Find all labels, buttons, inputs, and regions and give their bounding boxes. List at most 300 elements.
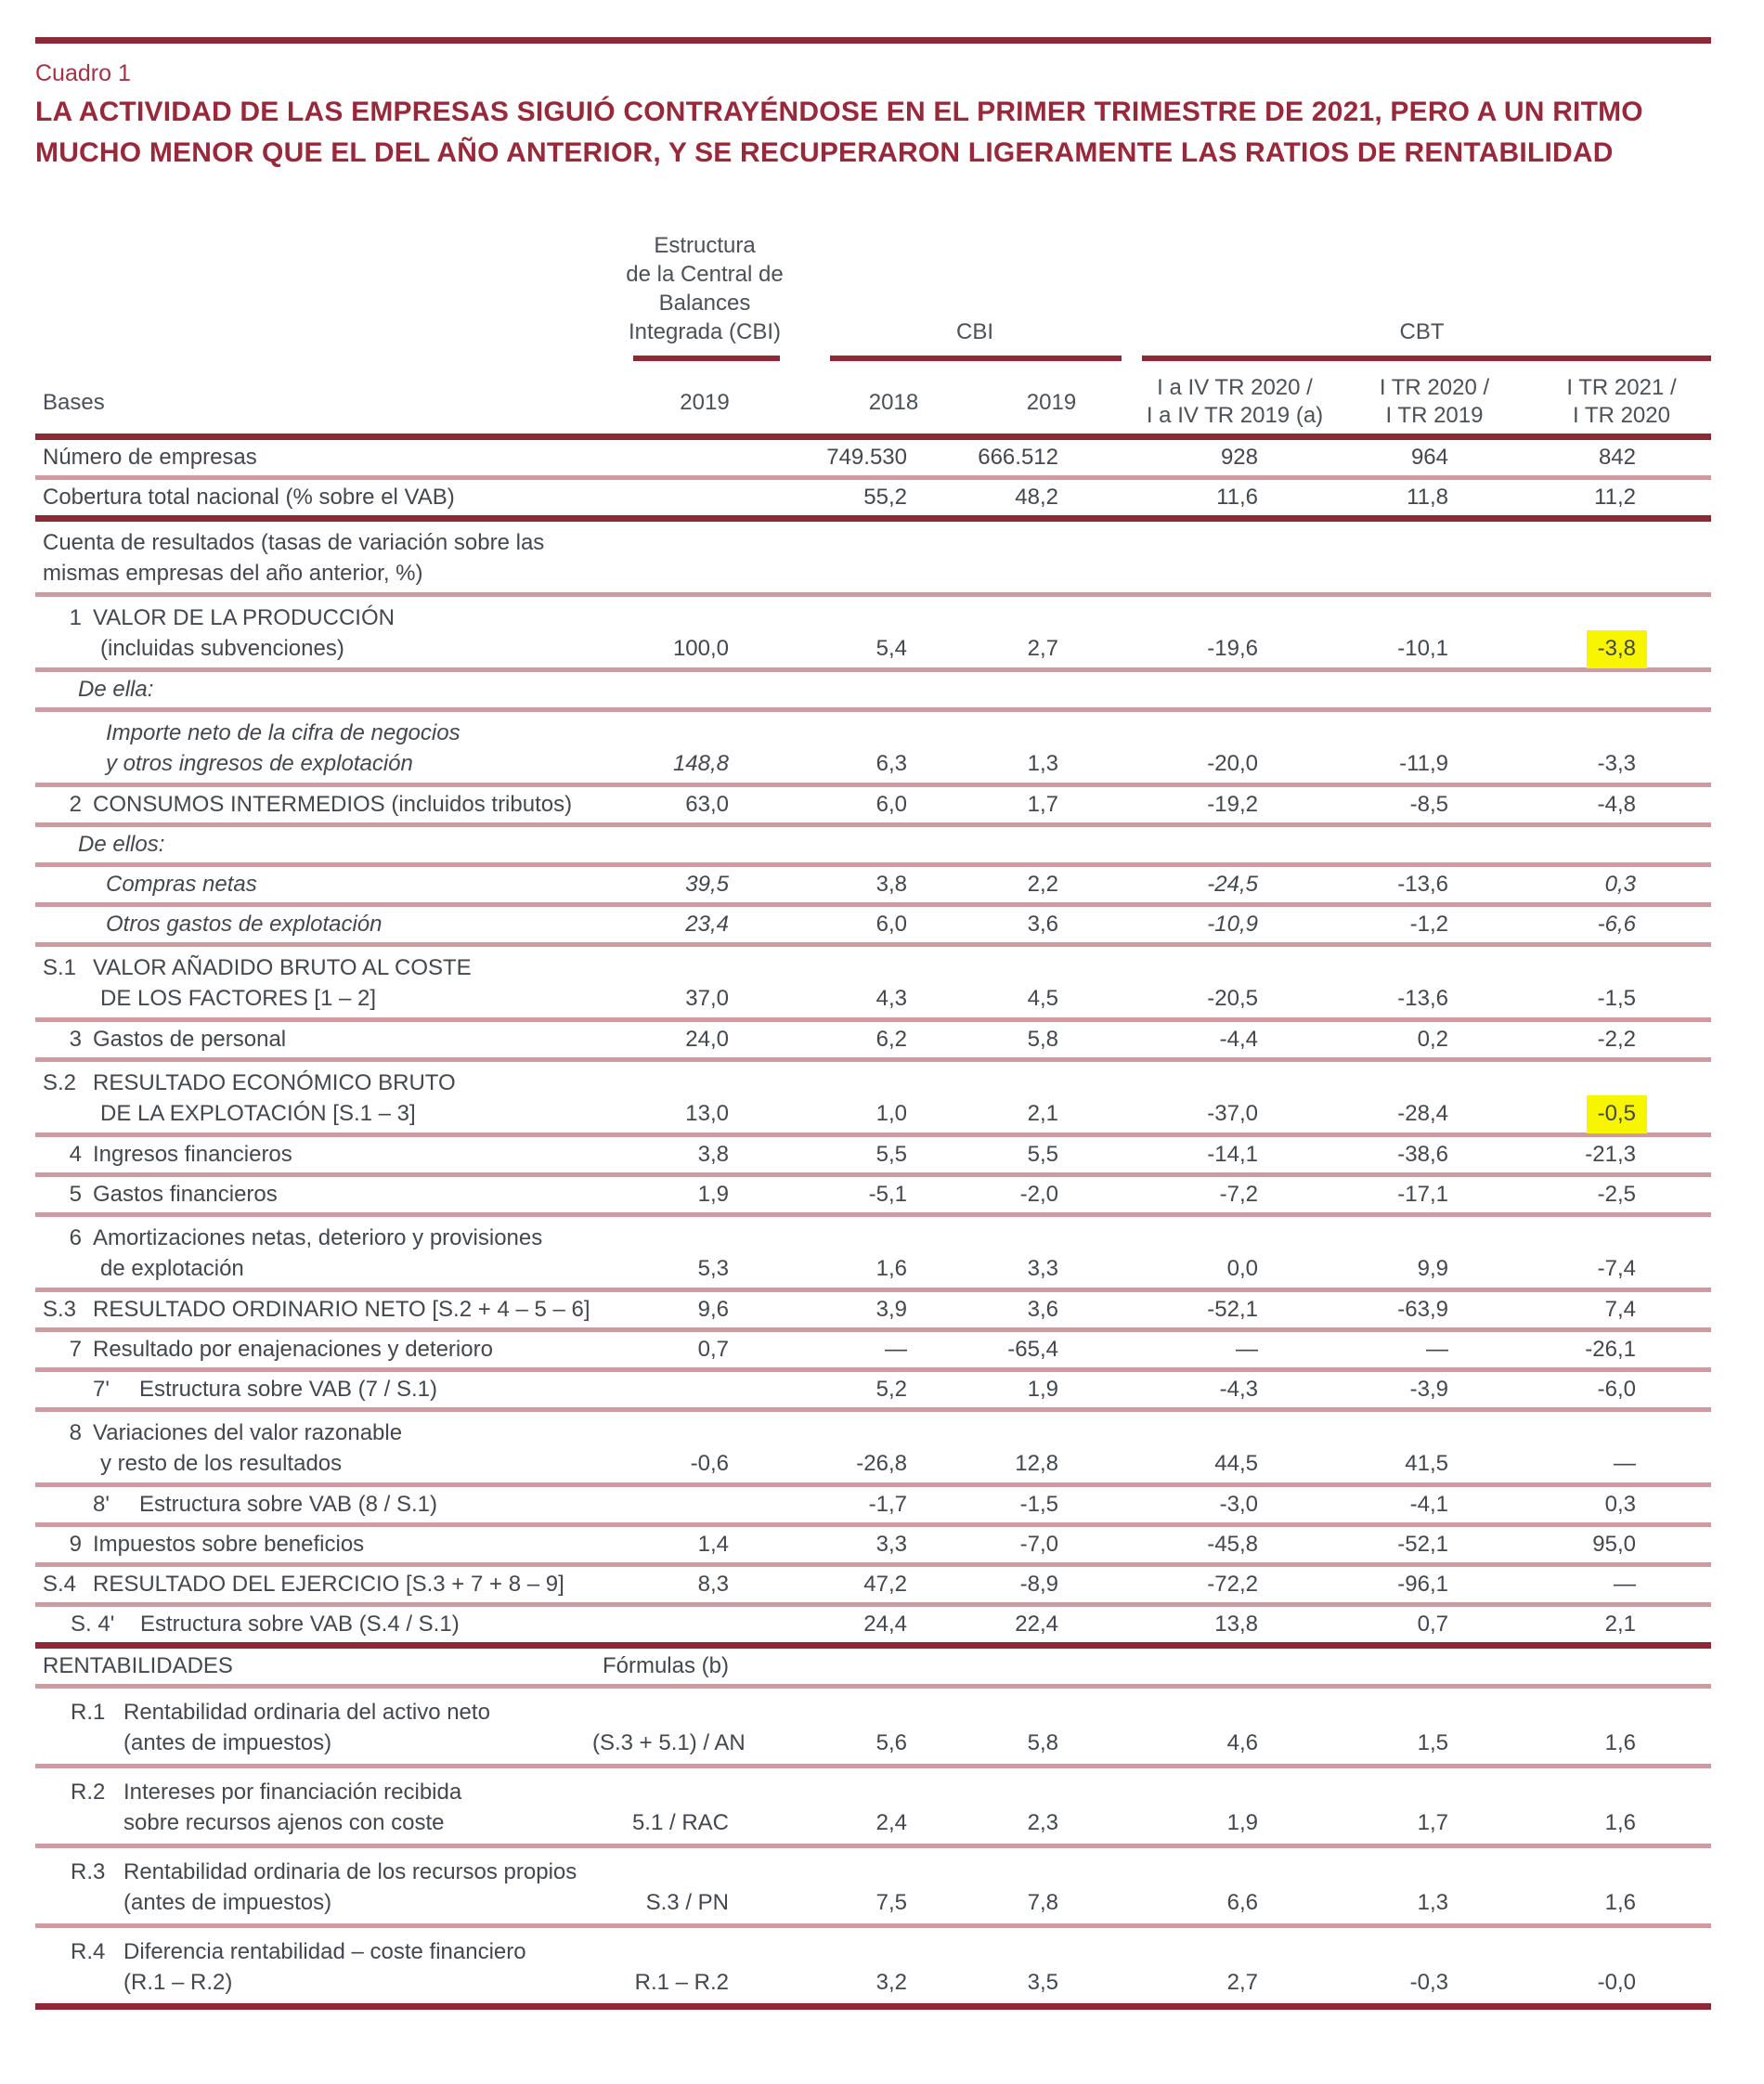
value-cell: 41,5 — [1405, 1451, 1448, 1476]
value-cell: 1,0 — [876, 1101, 907, 1126]
table-body — [35, 440, 1711, 2010]
table-row — [35, 1928, 1711, 2010]
value-cell: 1,3 — [1027, 751, 1058, 776]
value-cell: 95,0 — [1592, 1532, 1636, 1557]
table-row — [35, 1137, 1711, 1177]
row-label — [35, 1223, 592, 1284]
value-cell: 5,4 — [876, 636, 907, 661]
value-cell: -14,1 — [1207, 1142, 1258, 1167]
value-cell: 3,3 — [1027, 1256, 1058, 1281]
value-cell: -6,0 — [1597, 1377, 1636, 1402]
value-cell: — — [1426, 1337, 1448, 1362]
value-cell: -13,6 — [1397, 872, 1448, 897]
row-prefix: R.1 — [71, 1700, 106, 1725]
value-cell: 6,3 — [876, 751, 907, 776]
row-prefix: R.2 — [71, 1780, 106, 1805]
group-header-estructura — [592, 211, 817, 361]
value-cell: 2,7 — [1027, 636, 1058, 661]
value-cell: 6,0 — [876, 792, 907, 817]
value-cell: — — [885, 1337, 907, 1362]
row-label-text: CONSUMOS INTERMEDIOS (incluidos tributos) — [93, 792, 573, 817]
value-cell: -20,0 — [1207, 751, 1258, 776]
value-cell: -2,2 — [1597, 1027, 1636, 1052]
table-row — [35, 1768, 1711, 1848]
value-cell: 2,1 — [1604, 1612, 1636, 1637]
value-cell: -24,5 — [1207, 872, 1258, 897]
table-row — [35, 1487, 1711, 1527]
value-cell: 0,2 — [1417, 1027, 1448, 1052]
value-cell: 6,6 — [1226, 1890, 1258, 1915]
value-cell: 0,7 — [1417, 1612, 1448, 1637]
value-cell: -8,9 — [1019, 1572, 1058, 1597]
value-cell: -10,9 — [1207, 912, 1258, 937]
value-cell: -52,1 — [1207, 1297, 1258, 1322]
value-cell: 842 — [1598, 445, 1636, 470]
row-label — [35, 718, 592, 779]
col-header-line: I TR 2021 / — [1566, 375, 1677, 400]
value-cell: -7,2 — [1219, 1182, 1258, 1207]
value-cell: -8,5 — [1409, 792, 1448, 817]
title-line-1: LA ACTIVIDAD DE LAS EMPRESAS SIGUIÓ CONTRAYÉNDOSE EN EL PRIMER TRIMESTRE DE 2021, PERO A UN RITMO — [35, 97, 1643, 127]
value-cell: 55,2 — [863, 485, 907, 510]
value-cell: 0,0 — [1226, 1256, 1258, 1281]
table-row — [35, 1607, 1711, 1649]
row-label-text: Rentabilidad ordinaria de los recursos propios — [123, 1859, 577, 1884]
table-row — [35, 597, 1711, 672]
col-header-cbt-3 — [1532, 374, 1711, 434]
table-row — [35, 1567, 1711, 1607]
row-prefix: 4 — [69, 1142, 82, 1167]
value-cell: 7,5 — [876, 1890, 907, 1915]
value-cell: -26,1 — [1585, 1337, 1636, 1362]
value-cell: 9,6 — [697, 1297, 729, 1322]
row-label-text: mismas empresas del año anterior, %) — [43, 561, 423, 586]
value-cell: 5,8 — [1027, 1730, 1058, 1755]
table-label: Cuadro 1 — [35, 60, 131, 86]
col-header-cbi-2018: 2018 — [868, 390, 919, 415]
row-label — [35, 869, 592, 900]
row-prefix: 7' — [93, 1377, 110, 1402]
group-header-cbt — [1133, 211, 1711, 361]
value-cell: 6,0 — [876, 912, 907, 937]
value-cell: 3,3 — [876, 1532, 907, 1557]
table-row — [35, 1332, 1711, 1372]
value-cell: 148,8 — [672, 751, 729, 776]
bases-label: Bases — [43, 390, 105, 415]
table-row — [35, 1649, 1711, 1689]
value-cell: 5,8 — [1027, 1027, 1058, 1052]
value-cell: 1,6 — [1604, 1730, 1636, 1755]
row-label-text: Rentabilidad ordinaria del activo neto — [123, 1700, 490, 1725]
estructura-line: Balances — [658, 291, 751, 316]
col-header-line: I TR 2020 / — [1379, 375, 1490, 400]
table-row — [35, 522, 1711, 597]
row-label-text: Otros gastos de explotación — [106, 912, 383, 937]
row-label — [35, 1650, 592, 1681]
value-cell: 24,4 — [863, 1612, 907, 1637]
estructura-underline — [633, 356, 780, 361]
table-row — [35, 1372, 1711, 1412]
col-header-cbt-1 — [1133, 374, 1337, 434]
row-prefix: 9 — [69, 1532, 82, 1557]
highlighted-value: -3,8 — [1587, 630, 1647, 668]
cbt-label: CBT — [1399, 319, 1445, 344]
row-prefix: 2 — [69, 792, 82, 817]
row-label-text: y resto de los resultados — [100, 1451, 343, 1476]
table-row — [35, 907, 1711, 947]
value-cell: 0,3 — [1604, 872, 1636, 897]
value-cell: -1,5 — [1597, 986, 1636, 1011]
row-prefix: 7 — [69, 1337, 82, 1362]
table-row — [35, 1412, 1711, 1487]
table-row — [35, 1527, 1711, 1567]
value-cell: -4,4 — [1219, 1027, 1258, 1052]
row-label-text: (antes de impuestos) — [123, 1730, 332, 1755]
row-label-text: Importe neto de la cifra de negocios — [106, 720, 460, 745]
row-label — [35, 1179, 592, 1210]
value-cell: Fórmulas (b) — [602, 1653, 729, 1678]
row-label — [35, 1489, 592, 1520]
value-cell: 2,1 — [1027, 1101, 1058, 1126]
value-cell: -4,3 — [1219, 1377, 1258, 1402]
table-row — [35, 867, 1711, 907]
document-title — [35, 92, 1711, 174]
table-row — [35, 672, 1711, 712]
top-rule — [35, 37, 1711, 44]
cbi-underline — [830, 356, 1122, 361]
value-cell: 9,9 — [1417, 1256, 1448, 1281]
value-cell: 1,7 — [1027, 792, 1058, 817]
value-cell: -0,0 — [1597, 1970, 1636, 1995]
table-row — [35, 1689, 1711, 1768]
value-cell: -1,5 — [1019, 1492, 1058, 1517]
value-cell: 749.530 — [826, 445, 907, 470]
row-prefix: 3 — [69, 1027, 82, 1052]
value-cell: 100,0 — [672, 636, 729, 661]
table-row — [35, 947, 1711, 1022]
row-label — [35, 952, 592, 1014]
value-cell: -3,3 — [1597, 751, 1636, 776]
value-cell: 0,3 — [1604, 1492, 1636, 1517]
row-label-text: Variaciones del valor razonable — [93, 1420, 403, 1445]
value-cell: 1,6 — [876, 1256, 907, 1281]
value-cell: -2,0 — [1019, 1182, 1058, 1207]
row-label — [35, 1024, 592, 1055]
row-label — [35, 1294, 592, 1325]
value-cell: -17,1 — [1397, 1182, 1448, 1207]
row-prefix: R.4 — [71, 1939, 106, 1964]
value-cell: -0,3 — [1409, 1970, 1448, 1995]
row-label-text: RENTABILIDADES — [43, 1653, 233, 1678]
row-label-text: Resultado por enajenaciones y deterioro — [93, 1337, 493, 1362]
value-cell: -13,6 — [1397, 986, 1448, 1011]
value-cell: 1,7 — [1417, 1810, 1448, 1835]
value-cell: 63,0 — [685, 792, 729, 817]
row-prefix: R.3 — [71, 1859, 106, 1884]
value-cell: 13,0 — [685, 1101, 729, 1126]
cbi-label: CBI — [955, 319, 993, 344]
value-cell: -11,9 — [1399, 751, 1448, 776]
table-row — [35, 480, 1711, 522]
title-line-2: MUCHO MENOR QUE EL DEL AÑO ANTERIOR, Y SE RECUPERARON LIGERAMENTE LAS RATIOS DE RENTABILIDAD — [35, 137, 1614, 168]
value-cell: 13,8 — [1214, 1612, 1258, 1637]
value-cell: — — [1614, 1451, 1636, 1476]
row-prefix: 1 — [69, 605, 82, 630]
row-label — [35, 1334, 592, 1365]
row-label-text: Ingresos financieros — [93, 1142, 292, 1167]
value-cell: — — [1614, 1572, 1636, 1597]
value-cell: 3,8 — [876, 872, 907, 897]
value-cell: 4,3 — [876, 986, 907, 1011]
value-cell: -7,4 — [1597, 1256, 1636, 1281]
row-label-text: y otros ingresos de explotación — [106, 751, 413, 776]
value-cell: -52,1 — [1397, 1532, 1448, 1557]
row-label — [35, 909, 592, 939]
value-cell: 1,4 — [697, 1532, 729, 1557]
row-label-text: Compras netas — [106, 872, 257, 897]
value-cell: -2,5 — [1597, 1182, 1636, 1207]
value-cell: 44,5 — [1214, 1451, 1258, 1476]
value-cell — [1532, 1098, 1711, 1129]
table-row — [35, 1062, 1711, 1137]
value-cell: 2,4 — [876, 1810, 907, 1835]
value-cell: -4,1 — [1409, 1492, 1448, 1517]
row-label — [35, 1936, 592, 1998]
table-row — [35, 1022, 1711, 1062]
cbt-underline — [1142, 356, 1711, 361]
value-cell: -7,0 — [1019, 1532, 1058, 1557]
row-label — [35, 1417, 592, 1479]
row-label-text: VALOR AÑADIDO BRUTO AL COSTE — [93, 955, 472, 980]
value-cell: 5,3 — [697, 1256, 729, 1281]
row-label-text: RESULTADO DEL EJERCICIO [S.3 + 7 + 8 – 9] — [93, 1572, 564, 1597]
value-cell: -26,8 — [856, 1451, 907, 1476]
value-cell: 1,6 — [1604, 1890, 1636, 1915]
row-prefix: 8 — [69, 1420, 82, 1445]
value-cell: 24,0 — [685, 1027, 729, 1052]
row-label — [35, 829, 592, 860]
value-cell: 6,2 — [876, 1027, 907, 1052]
col-header-line: I TR 2019 — [1385, 403, 1484, 428]
table-row — [35, 787, 1711, 827]
row-label — [35, 527, 592, 589]
value-cell: 8,3 — [697, 1572, 729, 1597]
value-cell: 47,2 — [863, 1572, 907, 1597]
table-row — [35, 1217, 1711, 1292]
value-cell: -28,4 — [1397, 1101, 1448, 1126]
value-cell: 23,4 — [685, 912, 729, 937]
row-label-text: sobre recursos ajenos con coste — [123, 1810, 445, 1835]
value-cell: 1,6 — [1604, 1810, 1636, 1835]
value-cell: — — [1236, 1337, 1258, 1362]
table-row — [35, 827, 1711, 867]
col-header-estructura-2019: 2019 — [680, 390, 730, 415]
value-cell: 37,0 — [685, 986, 729, 1011]
table-row — [35, 1177, 1711, 1217]
row-prefix: S.1 — [43, 955, 77, 980]
value-cell: -72,2 — [1207, 1572, 1258, 1597]
value-cell: 1,9 — [1226, 1810, 1258, 1835]
value-cell: -38,6 — [1397, 1142, 1448, 1167]
estructura-line: Estructura — [654, 233, 756, 258]
row-label-text: DE LA EXPLOTACIÓN [S.1 – 3] — [100, 1101, 416, 1126]
row-label-text: De ella: — [78, 677, 154, 702]
row-label-text: Diferencia rentabilidad – coste financiero — [123, 1939, 526, 1964]
value-cell: 2,2 — [1027, 872, 1058, 897]
row-label-text: Impuestos sobre beneficios — [93, 1532, 365, 1557]
value-cell: 7,8 — [1027, 1890, 1058, 1915]
row-prefix: 8' — [93, 1492, 110, 1517]
estructura-line: Integrada (CBI) — [628, 319, 782, 344]
row-label-text: De ellos: — [78, 832, 165, 857]
row-label-text: RESULTADO ORDINARIO NETO [S.2 + 4 – 5 – 6] — [93, 1297, 590, 1322]
document — [35, 37, 1711, 2010]
value-cell: 12,8 — [1015, 1451, 1058, 1476]
value-cell: R.1 – R.2 — [634, 1970, 729, 1995]
row-label-text: Número de empresas — [43, 445, 257, 470]
table-row — [35, 440, 1711, 480]
row-label — [35, 1609, 592, 1639]
value-cell: 3,5 — [1027, 1970, 1058, 1995]
value-cell: -20,5 — [1207, 986, 1258, 1011]
value-cell: 4,6 — [1226, 1730, 1258, 1755]
value-cell: 2,3 — [1027, 1810, 1058, 1835]
row-label — [35, 789, 592, 820]
value-cell: -5,1 — [868, 1182, 907, 1207]
value-cell: -21,3 — [1585, 1142, 1636, 1167]
row-label — [35, 1529, 592, 1560]
table-group-header — [35, 211, 1711, 361]
value-cell: 1,9 — [1027, 1377, 1058, 1402]
row-prefix: S. 4' — [71, 1612, 115, 1637]
value-cell: 3,6 — [1027, 912, 1058, 937]
value-cell: 22,4 — [1015, 1612, 1058, 1637]
value-cell: -10,1 — [1397, 636, 1448, 661]
value-cell: -37,0 — [1207, 1101, 1258, 1126]
value-cell: 3,2 — [876, 1970, 907, 1995]
row-label-text: Amortizaciones netas, deterioro y provisiones — [93, 1225, 543, 1250]
col-header-cbi-2019: 2019 — [1026, 390, 1077, 415]
row-label — [35, 602, 592, 664]
value-cell: 3,6 — [1027, 1297, 1058, 1322]
row-label — [35, 674, 592, 705]
value-cell: 5,6 — [876, 1730, 907, 1755]
row-label-text: (R.1 – R.2) — [123, 1970, 233, 1995]
value-cell: 928 — [1220, 445, 1258, 470]
value-cell: 964 — [1410, 445, 1448, 470]
value-cell: 2,7 — [1226, 1970, 1258, 1995]
value-cell: 666.512 — [978, 445, 1058, 470]
group-header-spacer — [35, 211, 592, 361]
value-cell: 1,3 — [1417, 1890, 1448, 1915]
row-prefix: 5 — [69, 1182, 82, 1207]
estructura-line: de la Central de — [626, 262, 784, 287]
value-cell: 5,5 — [1027, 1142, 1058, 1167]
group-header-cbi — [817, 211, 1133, 361]
table-row — [35, 712, 1711, 787]
row-label — [35, 442, 592, 472]
table-column-header — [35, 361, 1711, 440]
row-label-text: RESULTADO ECONÓMICO BRUTO — [93, 1070, 456, 1095]
value-cell: 7,4 — [1604, 1297, 1636, 1322]
value-cell: 5,2 — [876, 1377, 907, 1402]
value-cell: -65,4 — [1007, 1337, 1058, 1362]
row-label — [35, 1569, 592, 1599]
value-cell: 1,9 — [697, 1182, 729, 1207]
row-label-text: Estructura sobre VAB (S.4 / S.1) — [140, 1612, 460, 1637]
row-label-text: (antes de impuestos) — [123, 1890, 332, 1915]
value-cell: 11,6 — [1216, 485, 1258, 510]
row-label — [35, 1374, 592, 1404]
value-cell: -63,9 — [1397, 1297, 1448, 1322]
value-cell: 48,2 — [1015, 485, 1058, 510]
value-cell: -3,0 — [1219, 1492, 1258, 1517]
row-label-text: Intereses por financiación recibida — [123, 1780, 462, 1805]
value-cell: 39,5 — [685, 872, 729, 897]
value-cell: -19,2 — [1207, 792, 1258, 817]
col-header-line: I a IV TR 2020 / — [1157, 375, 1313, 400]
row-label — [35, 1697, 592, 1758]
row-label-text: de explotación — [100, 1256, 244, 1281]
row-label — [35, 1068, 592, 1129]
value-cell: 1,5 — [1417, 1730, 1448, 1755]
col-header-cbt-2 — [1337, 374, 1532, 434]
row-label-text: Cobertura total nacional (% sobre el VAB) — [43, 485, 455, 510]
row-prefix: S.4 — [43, 1572, 77, 1597]
row-label-text: (incluidas subvenciones) — [100, 636, 344, 661]
value-cell: -4,8 — [1597, 792, 1636, 817]
value-cell: 5.1 / RAC — [631, 1810, 729, 1835]
row-prefix: 6 — [69, 1225, 82, 1250]
row-label-text: Estructura sobre VAB (8 / S.1) — [139, 1492, 438, 1517]
row-label — [35, 482, 592, 512]
value-cell: -19,6 — [1207, 636, 1258, 661]
value-cell: -0,6 — [690, 1451, 729, 1476]
value-cell: 11,8 — [1407, 485, 1448, 510]
value-cell: 4,5 — [1027, 986, 1058, 1011]
row-prefix: S.2 — [43, 1070, 77, 1095]
value-cell — [1532, 633, 1711, 664]
value-cell: -3,9 — [1409, 1377, 1448, 1402]
value-cell: (S.3 + 5.1) / AN — [592, 1730, 746, 1755]
table-row — [35, 1848, 1711, 1928]
row-label — [35, 1857, 592, 1918]
row-label-text: Gastos de personal — [93, 1027, 287, 1052]
row-label-text: Cuenta de resultados (tasas de variación sobre las — [43, 530, 545, 555]
row-label-text: VALOR DE LA PRODUCCIÓN — [93, 605, 395, 630]
highlighted-value: -0,5 — [1587, 1095, 1647, 1133]
value-cell: 3,9 — [876, 1297, 907, 1322]
value-cell: S.3 / PN — [645, 1890, 729, 1915]
value-cell: -1,2 — [1409, 912, 1448, 937]
col-header-line: I TR 2020 — [1573, 403, 1670, 428]
value-cell: -45,8 — [1207, 1532, 1258, 1557]
row-label — [35, 1777, 592, 1838]
value-cell: 0,7 — [697, 1337, 729, 1362]
table-row — [35, 1292, 1711, 1332]
row-label — [35, 1139, 592, 1170]
value-cell: -1,7 — [868, 1492, 907, 1517]
value-cell: -96,1 — [1397, 1572, 1448, 1597]
row-prefix: S.3 — [43, 1297, 77, 1322]
row-label-text: Estructura sobre VAB (7 / S.1) — [139, 1377, 438, 1402]
row-label-text: DE LOS FACTORES [1 – 2] — [100, 986, 376, 1011]
col-header-line: I a IV TR 2019 (a) — [1146, 403, 1324, 428]
value-cell: -6,6 — [1597, 912, 1636, 937]
value-cell: 11,2 — [1594, 485, 1636, 510]
value-cell: 5,5 — [876, 1142, 907, 1167]
value-cell: 3,8 — [697, 1142, 729, 1167]
